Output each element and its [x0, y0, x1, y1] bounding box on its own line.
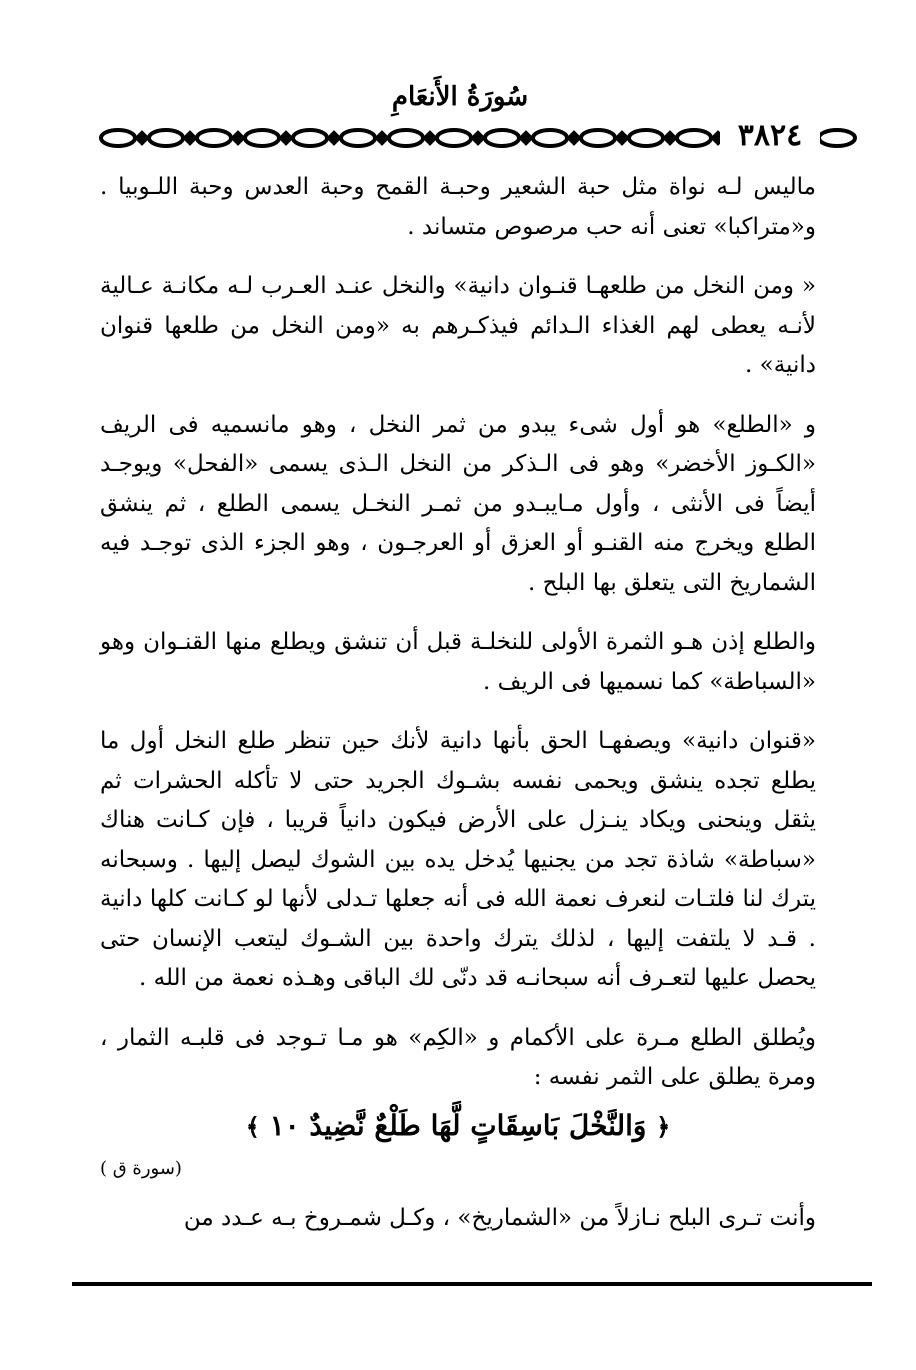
verse-text: وَالنَّخْلَ بَاسِقَاتٍ لَّهَا طَلْعٌ نَّضِيدٌ	[309, 1108, 647, 1142]
chain-diamond	[137, 133, 147, 143]
chain-link	[341, 130, 375, 146]
verse-source-label: (سورة ق )	[100, 1157, 182, 1179]
chain-link	[437, 130, 471, 146]
chain-diamond	[521, 133, 531, 143]
page-body	[100, 168, 816, 1238]
chain-diamond	[329, 133, 339, 143]
quran-verse	[100, 1104, 816, 1149]
page-number: ٣٨٢٤	[720, 116, 820, 156]
chain-diamond	[377, 133, 387, 143]
chain-diamond	[617, 133, 627, 143]
chain-diamond	[185, 133, 195, 143]
chain-diamond	[233, 133, 243, 143]
surah-title: سُورَةُ الأَنعَامِ	[391, 82, 529, 112]
verse-source	[100, 1157, 816, 1181]
footer-rule	[72, 1282, 872, 1286]
chain-diamond	[281, 133, 291, 143]
verse-open-bracket: ﴿	[656, 1111, 671, 1141]
chain-link	[581, 130, 615, 146]
chain-diamond	[473, 133, 483, 143]
paragraph-5: «قنوان دانية» ويصفهـا الحق بأنها دانية لأنك حين تنظر طلع النخل أول ما يطلع تجده ينشق ويحمى نفسه بشـوك الجريد حتى لا تأكله الحشرات ثم يثقل وينحنى ويكاد ينـزل على الأرض فيكون دانياً قريبا ، فإن كـانت هناك «سباطة» شاذة تجد من يجنيها يُدخل يده بين الشوك ليصل إليها . وسبحانه يترك لنا فلتـات لنعرف نعمة الله فى أنه جعلها تـدلى لأنها لو كـانت كلها دانية . قـد لا يلتفت إليها ، لذلك يترك واحدة بين الشـوك ليتعب الإنسان حتى يحصل عليها لتعـرف أنه سبحانـه قد دنّى لك الباقى وهـذه نعمة من الله .	[100, 728, 816, 991]
verse-close-bracket: ﴾	[245, 1111, 260, 1141]
chain-diamond	[665, 133, 675, 143]
chain-link	[149, 130, 183, 146]
chain-link	[389, 130, 423, 146]
chain-link	[677, 130, 711, 146]
paragraph-4: والطلع إذن هـو الثمرة الأولى للنخلـة قبل أن تنشق ويطلع منها القنـوان وهو «السباطة» كما نسميها فى الريف .	[100, 629, 816, 695]
paragraph-3: و «الطلع» هو أول شىء يبدو من ثمر النخل ، وهو مانسميه فى الريف «الكـوز الأخضر» وهو فى الـذكر من النخل الـذى يسمى «الفحل» ويوجـد أيضاً فى الأنثى ، وأول مـايبـدو من ثمـر النخـل يسمى الطلع ، ثم ينشق الطلع ويخرج منه القنـو أو العزق أو العرجـون ، وهو الجزء الذى توجـد فيه الشماريخ التى يتعلق بها البلح .	[100, 411, 816, 596]
chain-link	[629, 130, 663, 146]
chain-link	[293, 130, 327, 146]
paragraph-last: وأنت تـرى البلح نـازلاً من «الشماريخ» ، وكـل شمـروخ بـه عـدد من	[183, 1204, 816, 1231]
chain-diamond	[425, 133, 435, 143]
paragraph-1: ماليس لـه نواة مثل حبة الشعير وحبـة القمح وحبة العدس وحبة اللـوبيا . و«متراكبا» تعنى أنه حب مرصوص متساند .	[100, 174, 816, 240]
chain-link	[101, 130, 135, 146]
paragraph-2: « ومن النخل من طلعهـا قنـوان دانية» والنخل عنـد العـرب لـه مكانـة عـالية لأنـه يعطى لهم الغذاء الـدائم فيذكـرهم به «ومن النخل من طلعها قنوان دانية» .	[100, 273, 816, 378]
verse-number: ١٠	[269, 1108, 300, 1142]
chain-diamond	[569, 133, 579, 143]
chain-link	[533, 130, 567, 146]
paragraph-6: ويُطلق الطلع مـرة على الأكمام و «الكِم» هو مـا تـوجد فى قلبـه الثمار ، ومرة يطلق على الثمر نفسه :	[100, 1024, 816, 1090]
chain-link	[485, 130, 519, 146]
chain-link	[819, 130, 855, 146]
chain-link	[245, 130, 279, 146]
chain-link	[197, 130, 231, 146]
